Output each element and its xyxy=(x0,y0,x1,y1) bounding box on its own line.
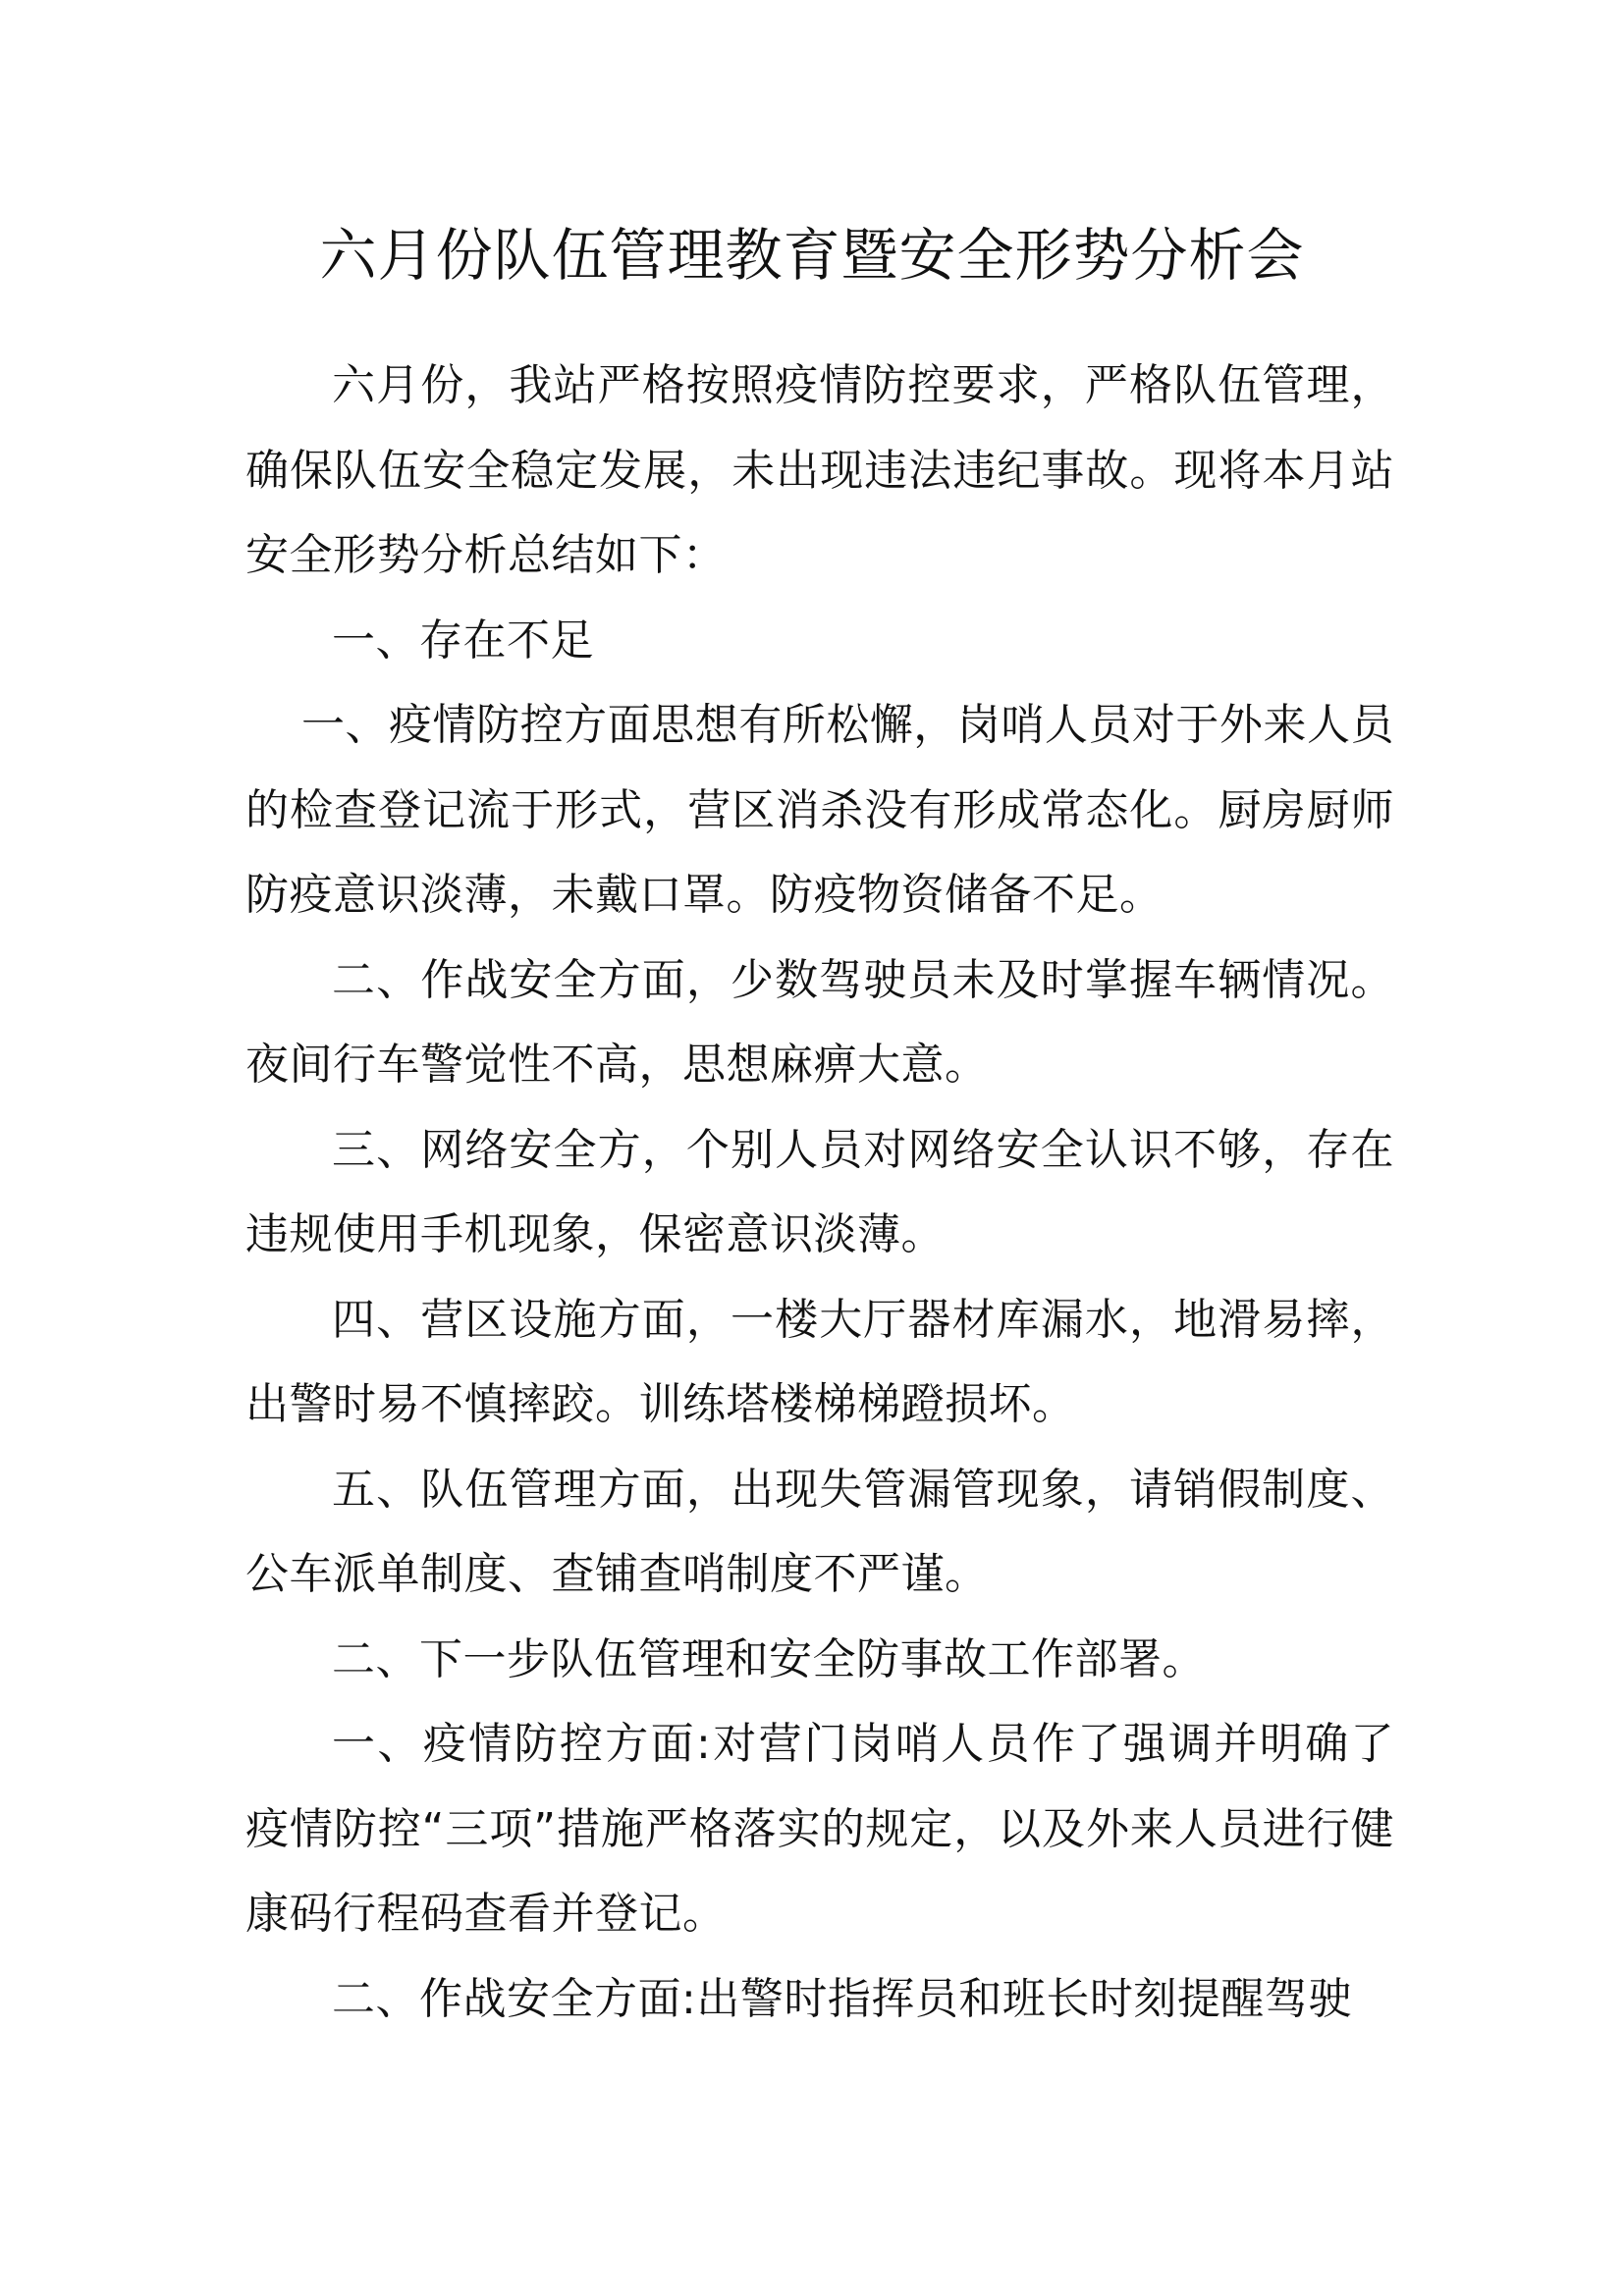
paragraph-network-security-shortcomings: 三、网络安全方，个别人员对网络安全认识不够，存在违规使用手机现象，保密意识淡薄。 xyxy=(245,1124,1394,1259)
paragraph-team-management-shortcomings: 五、队伍管理方面，出现失管漏管现象，请销假制度、公车派单制度、查铺查哨制度不严谨。 xyxy=(245,1464,1394,1599)
section-heading-next-steps: 二、下一步队伍管理和安全防事故工作部署。 xyxy=(332,1633,1206,1684)
paragraph-combat-safety-next-steps: 二、作战安全方面:出警时指挥员和班长时刻提醒驾驶 xyxy=(332,1973,1352,2024)
paragraph-epidemic-shortcomings: 一、疫情防控方面思想有所松懈，岗哨人员对于外来人员的检查登记流于形式，营区消杀没有形成常态化。厨房厨师防疫意识淡薄，未戴口罩。防疫物资储备不足。 xyxy=(245,700,1394,920)
section-heading-shortcomings: 一、存在不足 xyxy=(332,614,594,666)
paragraph-epidemic-next-steps: 一、疫情防控方面:对营门岗哨人员作了强调并明确了疫情防控“三项”措施严格落实的规定，以及外来人员进行健康码行程码查看并登记。 xyxy=(245,1719,1394,1939)
paragraph-facilities-shortcomings: 四、营区设施方面，一楼大厅器材库漏水，地滑易摔，出警时易不慎摔跤。训练塔楼梯梯蹬损坏。 xyxy=(245,1294,1394,1429)
intro-paragraph: 六月份，我站严格按照疫情防控要求，严格队伍管理，确保队伍安全稳定发展，未出现违法违纪事故。现将本月站安全形势分析总结如下： xyxy=(245,360,1394,580)
paragraph-combat-safety-shortcomings: 二、作战安全方面，少数驾驶员未及时掌握车辆情况。夜间行车警觉性不高，思想麻痹大意。 xyxy=(245,954,1394,1090)
document-body xyxy=(245,344,1394,2042)
document-title: 六月份队伍管理教育暨安全形势分析会 xyxy=(319,222,1305,289)
